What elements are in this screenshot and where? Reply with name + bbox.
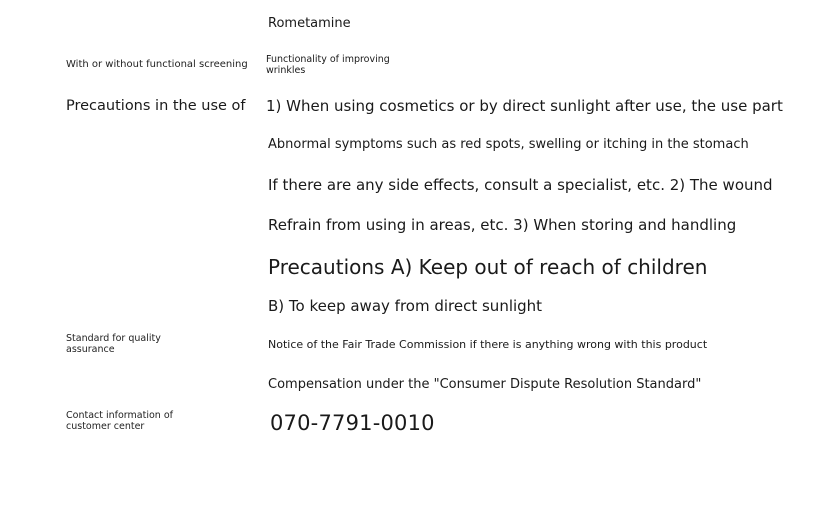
quality-assurance-line-2: Compensation under the "Consumer Dispute Resolution Standard": [268, 377, 702, 392]
customer-center-phone: 070-7791-0010: [270, 411, 435, 435]
precautions-line-4: Refrain from using in areas, etc. 3) When storing and handling: [268, 216, 737, 234]
precautions-line-1: 1) When using cosmetics or by direct sunlight after use, the use part: [266, 97, 783, 115]
quality-assurance-line-1: Notice of the Fair Trade Commission if there is anything wrong with this product: [268, 338, 708, 351]
precautions-line-5: Precautions A) Keep out of reach of children: [268, 255, 708, 279]
customer-center-label: Contact information of customer center: [66, 410, 173, 432]
precautions-line-3: If there are any side effects, consult a specialist, etc. 2) The wound: [268, 176, 773, 194]
precautions-line-6: B) To keep away from direct sunlight: [268, 297, 543, 315]
precautions-label: Precautions in the use of: [66, 98, 246, 114]
ingredient-value: Rometamine: [268, 16, 351, 31]
quality-assurance-label: Standard for quality assurance: [66, 333, 161, 355]
functional-screening-value: Functionality of improving wrinkles: [266, 54, 390, 76]
precautions-line-2: Abnormal symptoms such as red spots, swelling or itching in the stomach: [268, 137, 749, 152]
functional-screening-label: With or without functional screening: [66, 59, 248, 70]
